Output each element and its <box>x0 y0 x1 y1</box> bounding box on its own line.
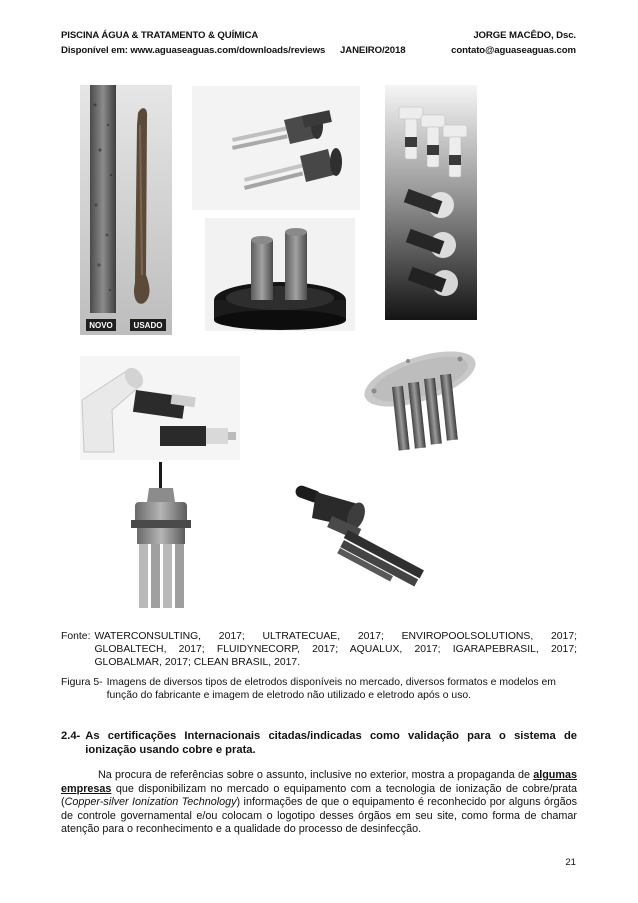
figure-caption <box>61 676 577 702</box>
photo-tee-fittings-column <box>385 85 477 320</box>
header-author: JORGE MACÊDO, Dsc. <box>473 30 576 41</box>
section-heading <box>61 729 577 757</box>
body-paragraph <box>61 769 577 837</box>
photo-electrodes-new-used <box>80 85 172 335</box>
paragraph-part3: ) informações de que o equipamento é reconhecido por alguns órgãos de controle governamental e/ou colocam o logotipo desses órgãos em seu site, como forma de chamar atenção para o reconhecimento e a qualidade do processo de desinfecção. <box>61 796 577 836</box>
figure-source <box>61 630 577 669</box>
header-date: JANEIRO/2018 <box>340 45 406 56</box>
label-novo: NOVO <box>89 321 113 330</box>
caption-text: Imagens de diversos tipos de eletrodos disponíveis no mercado, diversos formatos e modelos em função do fabricante e imagem de eletrodo não utilizado e eletrodo após o uso. <box>106 677 556 701</box>
header-contact: contato@aguaseaguas.com <box>451 45 576 56</box>
photo-angled-electrode <box>292 480 442 598</box>
algumas-empresas-link[interactable]: algumas empresas <box>61 769 577 795</box>
photo-flange-four-rods <box>348 347 481 462</box>
header-title: PISCINA ÁGUA & TRATAMENTO & QUÍMICA <box>61 30 259 41</box>
label-usado: USADO <box>133 321 163 330</box>
paragraph-part1: Na procura de referências sobre o assunto, inclusive no exterior, mostra a propaganda de <box>98 769 530 781</box>
photo-metal-cylinders-base <box>205 218 355 331</box>
header-availability: Disponível em: www.aguaseaguas.com/downloads/reviews <box>61 45 326 56</box>
paragraph-italic: Copper-silver Ionization Technology <box>64 796 237 809</box>
page-number: 21 <box>565 857 576 868</box>
source-label: Fonte: <box>61 631 91 642</box>
photo-grey-electrode-housing <box>121 462 201 614</box>
source-text: WATERCONSULTING, 2017; ULTRATECUAE, 2017; ENVIROPOOLSOLUTIONS, 2017; GLOBALTECH, 2017; FLUIDYNECORP, 2017; AQUALUX, 2017; IGARAPEBRASIL, 2017; GLOBALMAR, 2017; CLEAN BRASIL, 2017. <box>94 631 577 668</box>
caption-label: Figura 5- <box>61 677 103 688</box>
section-title: As certificações Internacionais citadas/indicadas como validação para o sistema de ionização usando cobre e prata. <box>85 730 577 756</box>
paragraph-part2: que disponibilizam no mercado o equipamento com a tecnologia de ionização de cobre/prata ( <box>61 782 578 809</box>
photo-cylindrical-electrodes <box>192 86 360 210</box>
photo-elbow-fitting <box>80 356 240 460</box>
section-number: 2.4- <box>61 730 81 742</box>
